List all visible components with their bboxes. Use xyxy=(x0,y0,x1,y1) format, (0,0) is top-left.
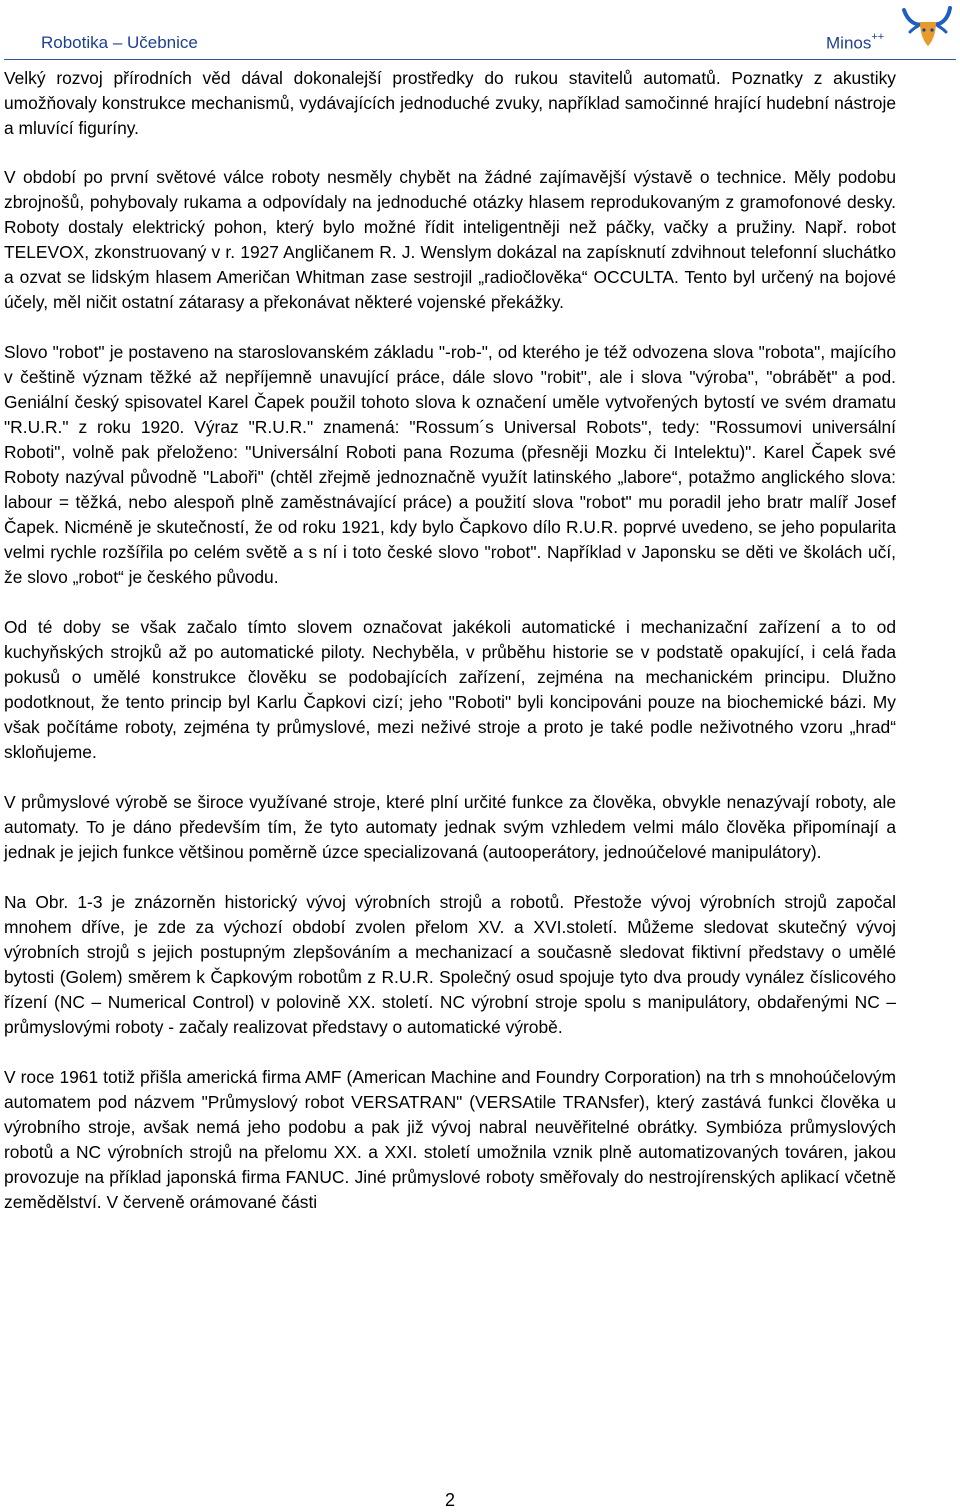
document-body xyxy=(4,66,896,1215)
paragraph-4: Od té doby se však začalo tímto slovem označovat jakékoli automatické i mechanizační zařízení a to od kuchyňských strojků až po automatické piloty. Nechyběla, v průběhu historie se v podstatě opakující, i celá řada pokusů o umělé konstrukce člověku se podobajících zařízení, zejména na mechanickém principu. Dlužno podotknout, že tento princip byl Karlu Čapkovi cizí; jeho "Roboti" byli koncipováni pouze na biochemické bázi. My však počítáme roboty, zejména ty průmyslové, mezi neživé stroje a proto je také podle neživotného vzoru „hrad“ skloňujeme. xyxy=(4,617,896,762)
paragraph-3: Slovo "robot" je postaveno na staroslovanském základu "-rob-", od kterého je též odvozena slova "robota", majícího v češtině význam těžké až nepříjemně unavující práce, dále slovo "robit", ale i slova "výroba", "obrábět" a pod. Geniální český spisovatel Karel Čapek použil tohoto slova k označení uměle vytvořených bytostí ve svém dramatu "R.U.R." z roku 1920. Výraz "R.U.R." znamená: "Rossum´s Universal Robots", tedy: "Rossumovi universální Roboti", volně pak přeloženo: "Universální Roboti pana Rozuma (přesněji Mozku či Intelektu)". Karel Čapek své Roboty nazýval původně "Laboři" (chtěl zřejmě jednoznačně využít latinského „labore“, potažmo anglického slova: labour = těžká, nebo alespoň plně zaměstnávající práce) a použití slova "robot" mu poradil jeho bratr malíř Josef Čapek. Nicméně je skutečností, že od roku 1921, kdy bylo Čapkovo dílo R.U.R. poprvé uvedeno, se jeho popularita velmi rychle rozšířila po celém světě a s ní i toto české slovo "robot". Například v Japonsku se děti ve školách učí, že slovo „robot“ je českého původu. xyxy=(4,342,896,587)
brand-name xyxy=(826,33,884,54)
page-number: 2 xyxy=(444,1490,455,1510)
brand-name-text: Minos xyxy=(826,33,872,53)
header-divider xyxy=(4,59,956,60)
document-title: Robotika – Učebnice xyxy=(41,33,198,52)
brand-name-sup: ++ xyxy=(871,31,885,43)
paragraph-2: V období po první světové válce roboty nesměly chybět na žádné zajímavější výstavě o technice. Měly podobu zbrojnošů, pohybovaly rukama a odpovídaly na jednoduché otázky hlasem reprodukovaným z gramofonové desky. Roboty dostaly elektrický pohon, který bylo možné řídit inteligentněji než páčky, vačky a pružiny. Např. robot TELEVOX, zkonstruovaný v r. 1927 Angličanem R. J. Wenslym dokázal na zapísknutí zdvihnout telefonní sluchátko a ozvat se lidským hlasem Američan Whitman zase sestrojil „radiočlověka“ OCCULTA. Tento byl určený na bojové účely, měl ničit ostatní zátarasy a překonávat některé vojenské překážky. xyxy=(4,167,896,312)
paragraph-6: Na Obr. 1-3 je znázorněn historický vývoj výrobních strojů a robotů. Přestože vývoj výrobních strojů započal mnohem dříve, je zde za výchozí období zvolen přelom XV. a XVI.století. Můžeme sledovat skutečný vývoj výrobních strojů s jejich postupným zlepšováním a mechanizací a současně sledovat fiktivní představy o umělé bytosti (Golem) směrem k Čapkovým robotům z R.U.R. Společný osud spojuje tyto dva proudy vynález číslicového řízení (NC – Numerical Control) v polovině XX. století. NC výrobní stroje spolu s manipulátory, obdařenými NC – průmyslovými roboty - začaly realizovat představy o automatické výrobě. xyxy=(4,892,896,1037)
bull-logo-icon xyxy=(898,4,956,50)
page-header xyxy=(0,0,960,66)
paragraph-5: V průmyslové výrobě se široce využívané stroje, které plní určité funkce za člověka, obvykle nenazývají roboty, ale automaty. To je dáno především tím, že tyto automaty jednak svým vzhledem velmi málo člověka připomínají a jednak je jejich funkce většinou poměrně úzce specializovaná (autooperátory, jednoúčelové manipulátory). xyxy=(4,792,896,862)
paragraph-7: V roce 1961 totiž přišla americká firma AMF (American Machine and Foundry Corporation) na trh s mnohoúčelovým automatem pod názvem "Průmyslový robot VERSATRAN" (VERSAtile TRANsfer), který zastává funkci člověka u výrobního stroje, avšak nemá jeho podobu a pak již vývoj nabral neuvěřitelné obrátky. Symbióza průmyslových robotů a NC výrobních strojů na přelomu XX. a XXI. století umožnila vznik plně automatizovaných továren, jakou provozuje na příklad japonská firma FANUC. Jiné průmyslové roboty směřovaly do nestrojírenských aplikací včetně zemědělství. V červeně orámované části xyxy=(4,1067,896,1212)
paragraph-1: Velký rozvoj přírodních věd dával dokonalejší prostředky do rukou stavitelů automatů. Poznatky z akustiky umožňovaly konstrukce mechanismů, vydávajících jednoduché zvuky, například samočinné hrající hudební nástroje a mluvící figuríny. xyxy=(4,68,896,138)
